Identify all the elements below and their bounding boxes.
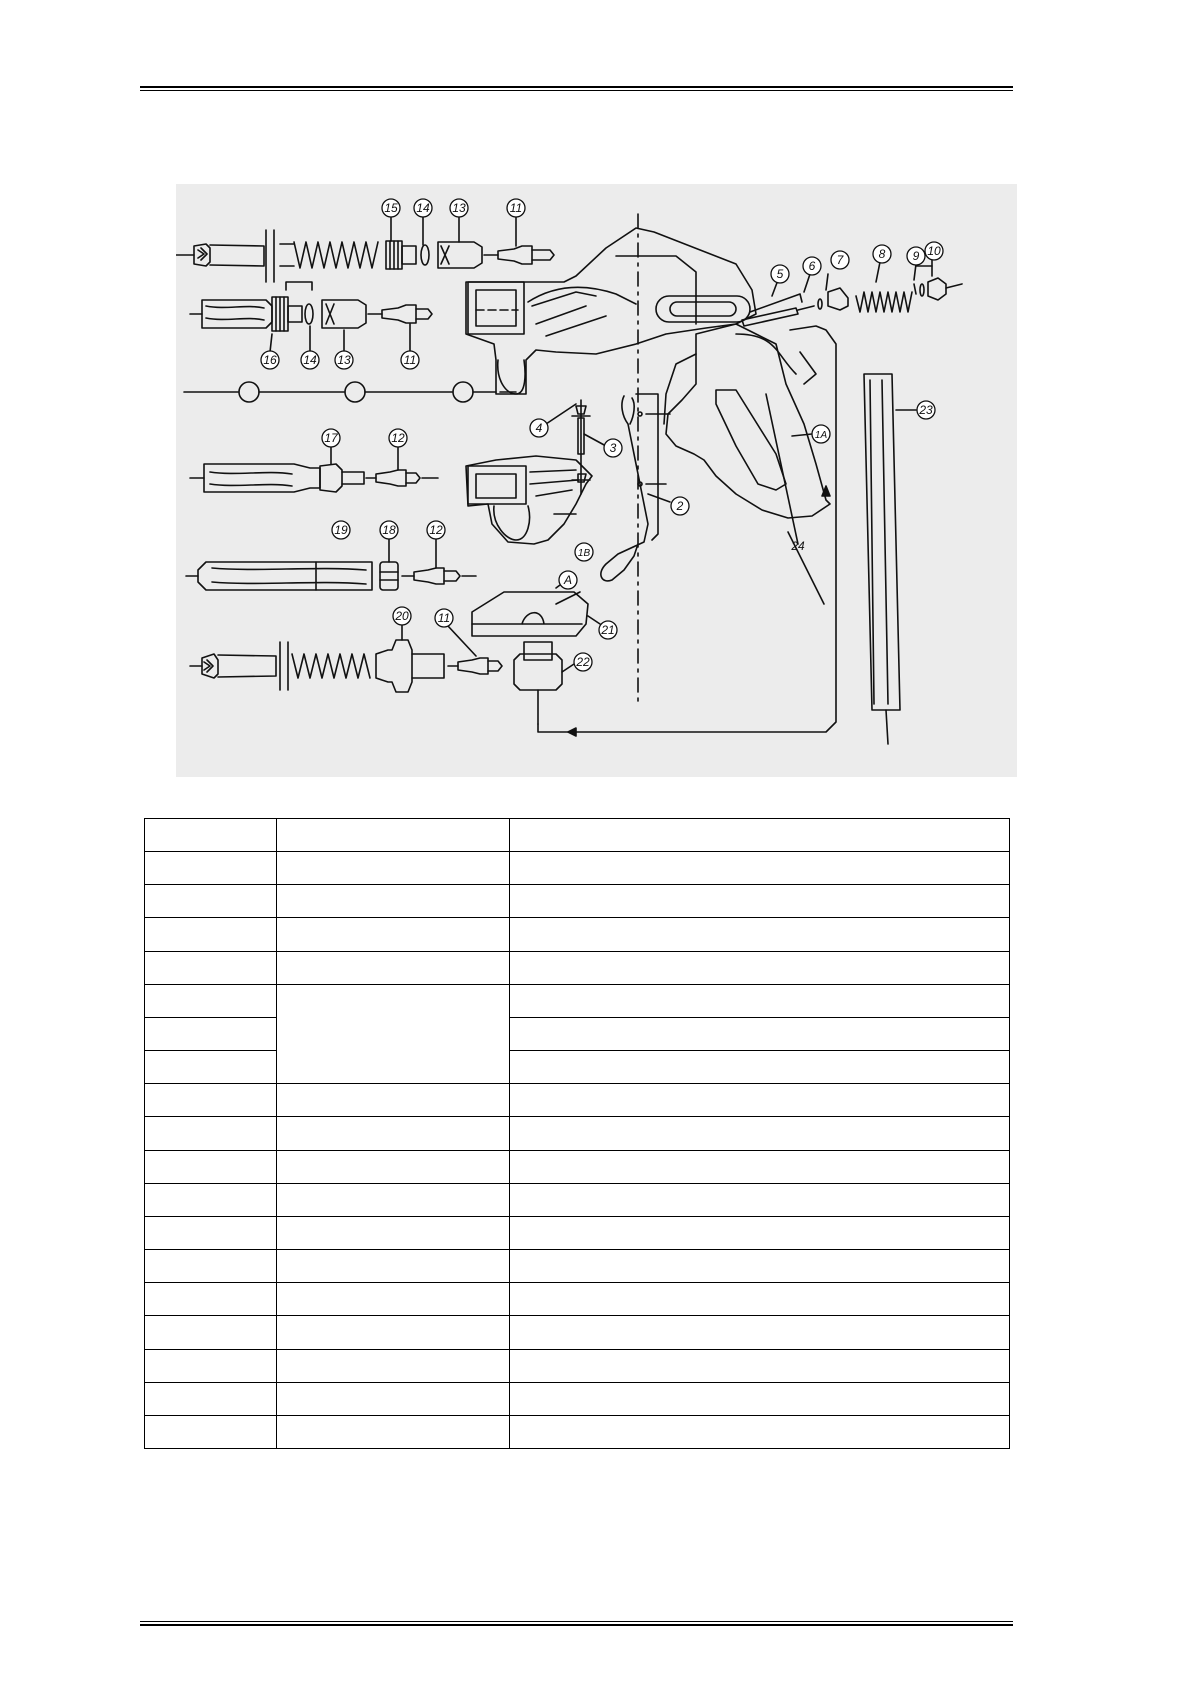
callout — [671, 497, 689, 515]
callout — [427, 521, 445, 539]
table-cell — [510, 1051, 1010, 1084]
callout — [831, 251, 849, 269]
table-row — [145, 1150, 1010, 1183]
table-cell — [510, 1316, 1010, 1349]
svg-text:14: 14 — [303, 353, 317, 367]
table-row — [145, 1084, 1010, 1117]
table-cell — [510, 1150, 1010, 1183]
svg-text:11: 11 — [509, 201, 523, 215]
table-cell — [145, 1283, 277, 1316]
svg-text:10: 10 — [927, 244, 941, 258]
svg-text:1B: 1B — [577, 548, 591, 559]
callout — [559, 571, 577, 589]
table-cell — [277, 852, 510, 885]
table-cell — [510, 984, 1010, 1017]
svg-text:13: 13 — [452, 201, 466, 215]
table-row — [145, 1415, 1010, 1448]
table-cell — [145, 1349, 277, 1382]
callout — [812, 425, 830, 443]
table-row — [145, 951, 1010, 984]
callout — [530, 419, 548, 437]
table-cell — [277, 885, 510, 918]
table-row — [145, 819, 1010, 852]
table-cell — [277, 1117, 510, 1150]
table-cell — [510, 1415, 1010, 1448]
table-cell — [145, 1316, 277, 1349]
callout — [335, 351, 353, 369]
header-rule — [140, 86, 1013, 91]
row1-nozzle — [176, 230, 554, 282]
table-row — [145, 1051, 1010, 1084]
table-cell — [145, 1183, 277, 1216]
table-cell — [277, 1415, 510, 1448]
svg-text:11: 11 — [403, 353, 417, 367]
svg-text:16: 16 — [263, 353, 277, 367]
table-cell — [277, 1283, 510, 1316]
svg-text:14: 14 — [416, 201, 430, 215]
svg-text:12: 12 — [429, 523, 443, 537]
callout — [599, 621, 617, 639]
table-row — [145, 1382, 1010, 1415]
table-row — [145, 984, 1010, 1017]
block-21 — [472, 592, 588, 636]
table-row — [145, 1183, 1010, 1216]
table-cell — [510, 1117, 1010, 1150]
table-cell — [277, 918, 510, 951]
table-cell — [145, 1382, 277, 1415]
table-cell — [510, 885, 1010, 918]
table-cell — [277, 951, 510, 984]
callout — [507, 199, 525, 217]
table-cell — [145, 1250, 277, 1283]
callout — [393, 607, 411, 625]
callout — [389, 429, 407, 447]
callout — [380, 521, 398, 539]
table-cell — [510, 918, 1010, 951]
table-cell — [277, 1150, 510, 1183]
callout — [925, 242, 943, 260]
table-cell — [510, 1382, 1010, 1415]
callout — [604, 439, 622, 457]
table-cell — [277, 1316, 510, 1349]
callout — [261, 351, 279, 369]
table-row — [145, 1316, 1010, 1349]
table-cell — [510, 951, 1010, 984]
table-cell — [510, 1349, 1010, 1382]
callout — [401, 351, 419, 369]
table-cell — [277, 1216, 510, 1249]
tube-23 — [864, 374, 916, 744]
svg-text:13: 13 — [337, 353, 351, 367]
svg-text:23: 23 — [919, 403, 933, 417]
svg-text:4: 4 — [535, 421, 543, 435]
table-cell — [145, 852, 277, 885]
callout — [450, 199, 468, 217]
table-cell — [145, 1051, 277, 1084]
callout — [771, 265, 789, 283]
table-cell — [145, 1117, 277, 1150]
table-cell — [145, 1150, 277, 1183]
table-row — [145, 1283, 1010, 1316]
svg-text:12: 12 — [391, 431, 405, 445]
valve-parts — [572, 400, 590, 494]
row5-nozzle — [190, 624, 502, 692]
table-cell — [510, 1283, 1010, 1316]
svg-text:A: A — [563, 573, 573, 587]
table-cell — [510, 852, 1010, 885]
parts-table — [144, 818, 1010, 1449]
table-cell — [510, 1084, 1010, 1117]
table-cell — [510, 1216, 1010, 1249]
callout — [803, 257, 821, 275]
svg-text:19: 19 — [334, 523, 348, 537]
row3-nozzle — [190, 446, 438, 492]
table-row — [145, 852, 1010, 885]
callout — [873, 245, 891, 263]
table-cell — [277, 1382, 510, 1415]
svg-text:8: 8 — [878, 247, 886, 261]
table-cell — [277, 1349, 510, 1382]
callout — [322, 429, 340, 447]
exploded-parts-diagram — [176, 184, 1017, 777]
svg-text:2: 2 — [676, 499, 684, 513]
callout — [575, 543, 593, 561]
table-row — [145, 1216, 1010, 1249]
table-cell — [145, 1415, 277, 1448]
callout — [435, 609, 453, 627]
svg-text:20: 20 — [395, 609, 409, 623]
table-row — [145, 918, 1010, 951]
table-cell — [277, 1250, 510, 1283]
callout — [574, 653, 592, 671]
svg-text:9: 9 — [912, 249, 920, 263]
svg-text:11: 11 — [437, 611, 451, 625]
svg-text:7: 7 — [836, 253, 844, 267]
table-cell — [510, 1017, 1010, 1050]
trigger — [601, 394, 670, 581]
table-cell — [145, 819, 277, 852]
svg-text:18: 18 — [382, 523, 396, 537]
table-cell — [145, 951, 277, 984]
callout — [301, 351, 319, 369]
callout — [917, 401, 935, 419]
table-row — [145, 1250, 1010, 1283]
table-row — [145, 1017, 1010, 1050]
table-row — [145, 1349, 1010, 1382]
table-cell — [145, 984, 277, 1017]
row2-nozzle — [190, 282, 432, 352]
svg-text:1A: 1A — [814, 430, 828, 441]
callout — [790, 539, 805, 553]
divider-line — [184, 382, 516, 402]
table-row — [145, 885, 1010, 918]
table-cell-merged — [277, 984, 510, 1083]
callout — [907, 247, 925, 265]
gun-body-1b — [466, 456, 592, 544]
row4-nozzle — [186, 538, 476, 590]
table-cell — [145, 1216, 277, 1249]
table-cell — [145, 918, 277, 951]
callout — [332, 521, 350, 539]
svg-text:6: 6 — [808, 259, 816, 273]
svg-text:15: 15 — [384, 201, 398, 215]
table-cell — [277, 1084, 510, 1117]
valve-stem-assembly — [742, 260, 962, 604]
callout — [382, 199, 400, 217]
table-cell — [510, 819, 1010, 852]
table-cell — [510, 1250, 1010, 1283]
table-cell — [510, 1183, 1010, 1216]
callout — [414, 199, 432, 217]
footer-rule — [140, 1621, 1013, 1626]
table-cell — [145, 1017, 277, 1050]
svg-text:3: 3 — [609, 441, 617, 455]
svg-text:17: 17 — [324, 431, 338, 445]
table-cell — [145, 1084, 277, 1117]
svg-text:24: 24 — [791, 539, 805, 553]
svg-text:21: 21 — [601, 623, 615, 637]
table-cell — [277, 1183, 510, 1216]
svg-text:5: 5 — [776, 267, 784, 281]
table-cell — [145, 885, 277, 918]
table-row — [145, 1117, 1010, 1150]
table-cell — [277, 819, 510, 852]
svg-text:22: 22 — [576, 655, 590, 669]
